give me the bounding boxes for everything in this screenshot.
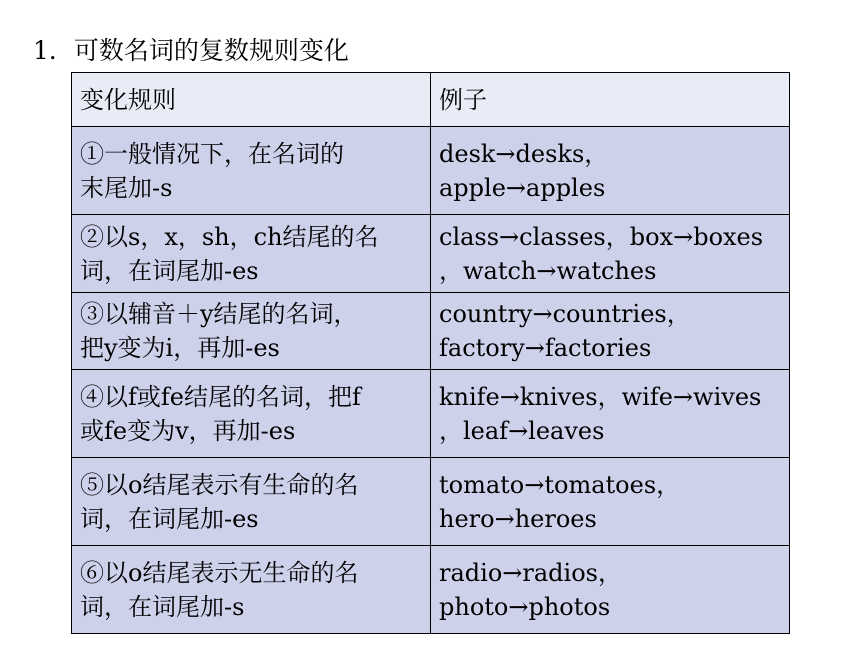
rule-cell: ④以f或fe结尾的名词，把f 或fe变为v，再加-es (72, 370, 431, 458)
table-row (72, 546, 790, 634)
example-cell: desk→desks， apple→apples (431, 127, 790, 215)
rule-cell: ②以s，x，sh，ch结尾的名 词，在词尾加-es (72, 215, 431, 293)
example-cell: country→countries， factory→factories (431, 293, 790, 370)
example-cell: radio→radios， photo→photos (431, 546, 790, 634)
table-row (72, 458, 790, 546)
plural-rules-table (71, 72, 790, 634)
rule-cell: ⑥以o结尾表示无生命的名 词，在词尾加-s (72, 546, 431, 634)
rule-cell: ③以辅音＋y结尾的名词， 把y变为i，再加-es (72, 293, 431, 370)
table-row (72, 370, 790, 458)
table-row (72, 215, 790, 293)
header-example: 例子 (431, 73, 790, 127)
page-title: 1．可数名词的复数规则变化 (33, 36, 349, 65)
table-row (72, 127, 790, 215)
example-cell: knife→knives，wife→wives ，leaf→leaves (431, 370, 790, 458)
header-rule: 变化规则 (72, 73, 431, 127)
example-cell: class→classes，box→boxes ，watch→watches (431, 215, 790, 293)
rule-cell: ①一般情况下，在名词的 末尾加-s (72, 127, 431, 215)
table-row (72, 293, 790, 370)
table-header-row (72, 73, 790, 127)
example-cell: tomato→tomatoes， hero→heroes (431, 458, 790, 546)
rule-cell: ⑤以o结尾表示有生命的名 词，在词尾加-es (72, 458, 431, 546)
